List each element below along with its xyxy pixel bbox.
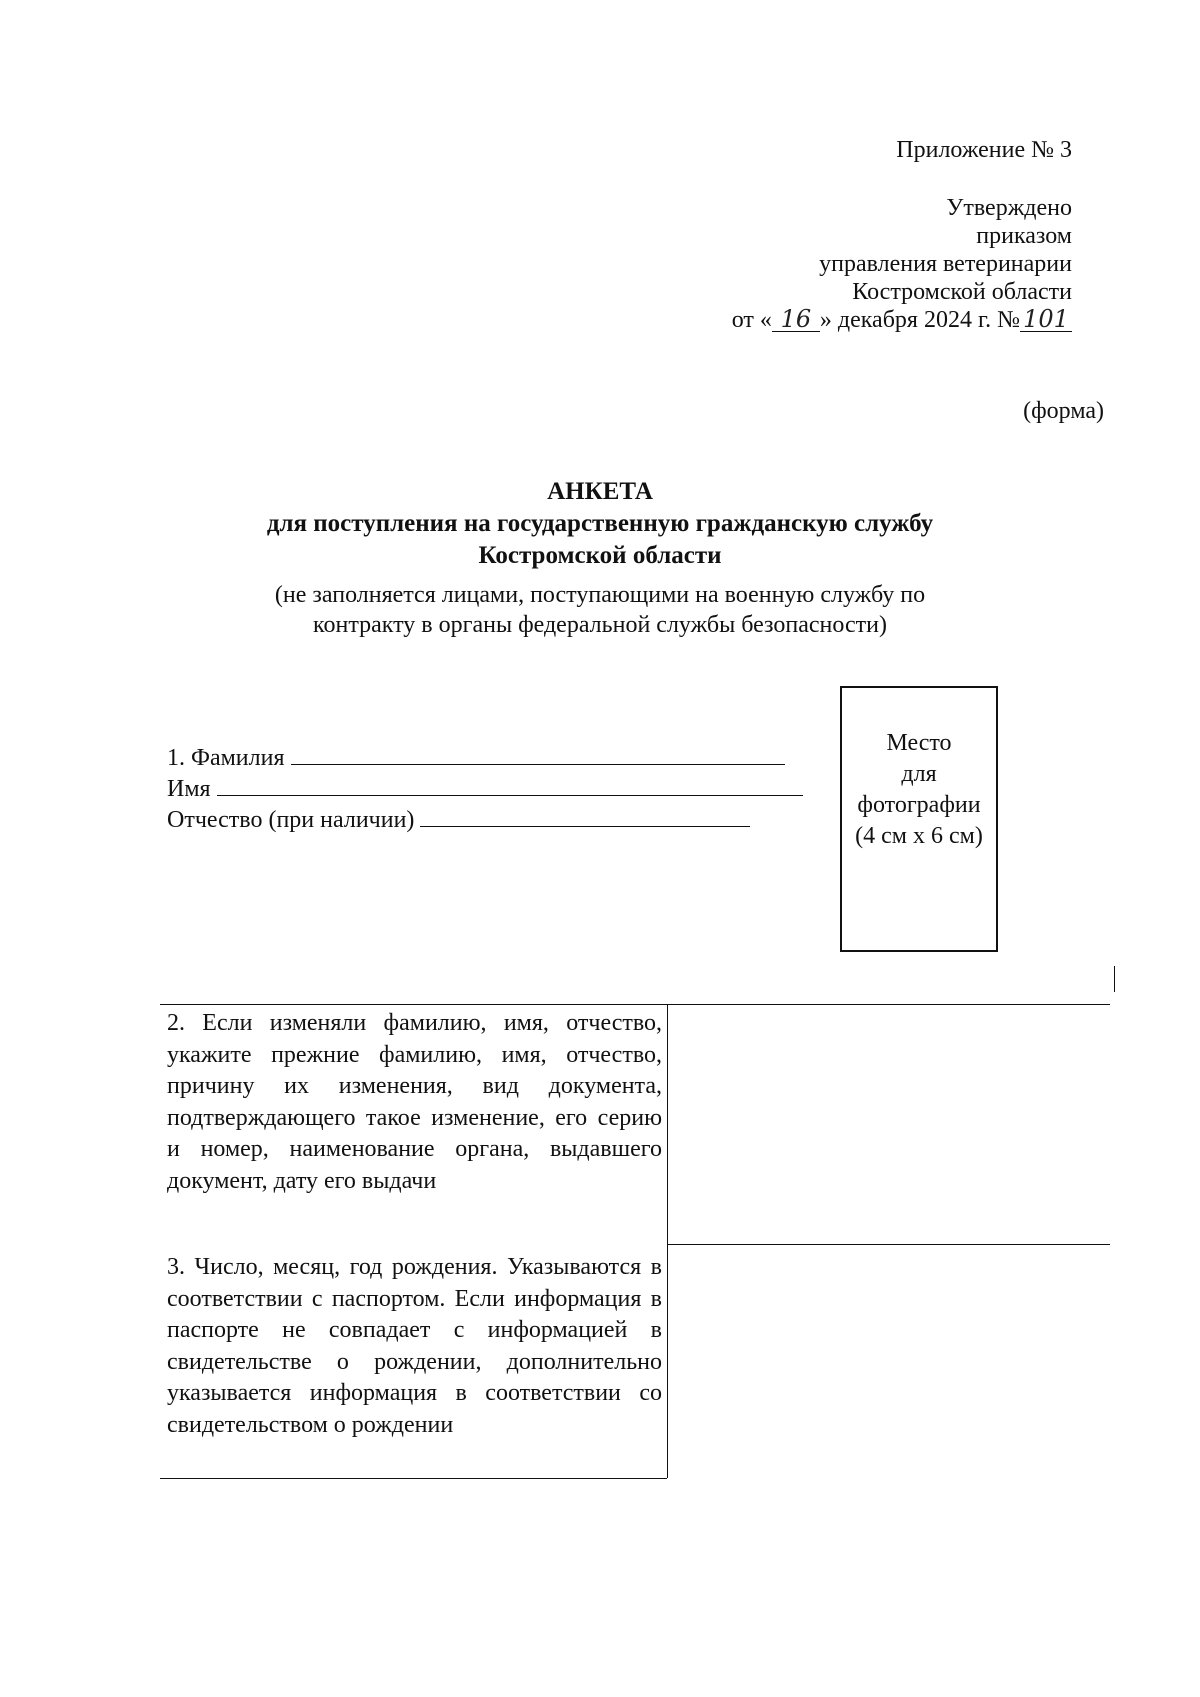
table-bottom-border	[160, 1478, 667, 1479]
given-name-row	[167, 773, 803, 804]
photo-label-line: фотографии	[857, 792, 981, 818]
approval-line: управления ветеринарии	[819, 251, 1072, 277]
photo-placeholder	[840, 686, 998, 952]
approval-stamp	[732, 194, 1072, 334]
given-name-field[interactable]	[217, 773, 803, 796]
document-subtitle-region: Костромской области	[478, 542, 722, 569]
margin-mark	[1114, 966, 1115, 992]
order-day-handwritten: 16	[772, 307, 820, 332]
photo-label-line: Место	[886, 730, 952, 756]
table-column-divider	[667, 1004, 668, 1478]
patronymic-field[interactable]	[420, 804, 750, 827]
document-note	[0, 580, 1200, 640]
surname-label: 1. Фамилия	[167, 745, 285, 771]
given-name-label: Имя	[167, 776, 211, 802]
surname-field[interactable]	[291, 742, 785, 765]
question-3-label: 3. Число, месяц, год рождения. Указываются в соответствии с паспортом. Если информация в паспорте не совпадает с информацией в свидетельстве о рождении, дополнительно указывается информация в соответствии со свидетельством о рождении	[167, 1254, 662, 1438]
approval-line: Костромской области	[852, 279, 1072, 305]
patronymic-row	[167, 804, 750, 835]
appendix-number: Приложение № 3	[896, 137, 1072, 163]
photo-label-line: для	[901, 761, 937, 787]
table-row-divider	[667, 1244, 1110, 1245]
surname-row	[167, 742, 785, 773]
document-subtitle: для поступления на государственную гражданскую службу	[266, 510, 934, 537]
note-line: контракту в органы федеральной службы безопасности)	[313, 612, 887, 638]
document-title: АНКЕТА	[547, 478, 653, 505]
patronymic-label: Отчество (при наличии)	[167, 807, 415, 833]
order-prefix: от «	[731, 307, 772, 333]
note-line: (не заполняется лицами, поступающими на военную службу по	[274, 582, 926, 608]
table-top-border	[160, 1004, 1110, 1005]
approval-line: Утверждено	[946, 195, 1072, 221]
order-number-handwritten: 101	[1020, 307, 1072, 332]
form-label: (форма)	[1023, 398, 1104, 424]
approval-line: приказом	[976, 223, 1072, 249]
order-date-line	[732, 306, 1072, 334]
question-2-label: 2. Если изменяли фамилию, имя, отчество, укажите прежние фамилию, имя, отчество, причину их изменения, вид документа, подтверждающего такое изменение, его серию и номер, наименование органа, выдавшего документ, дату его выдачи	[167, 1010, 662, 1194]
photo-label-line: (4 см х 6 см)	[855, 823, 983, 849]
order-middle: » декабря 2024 г. №	[819, 307, 1020, 333]
